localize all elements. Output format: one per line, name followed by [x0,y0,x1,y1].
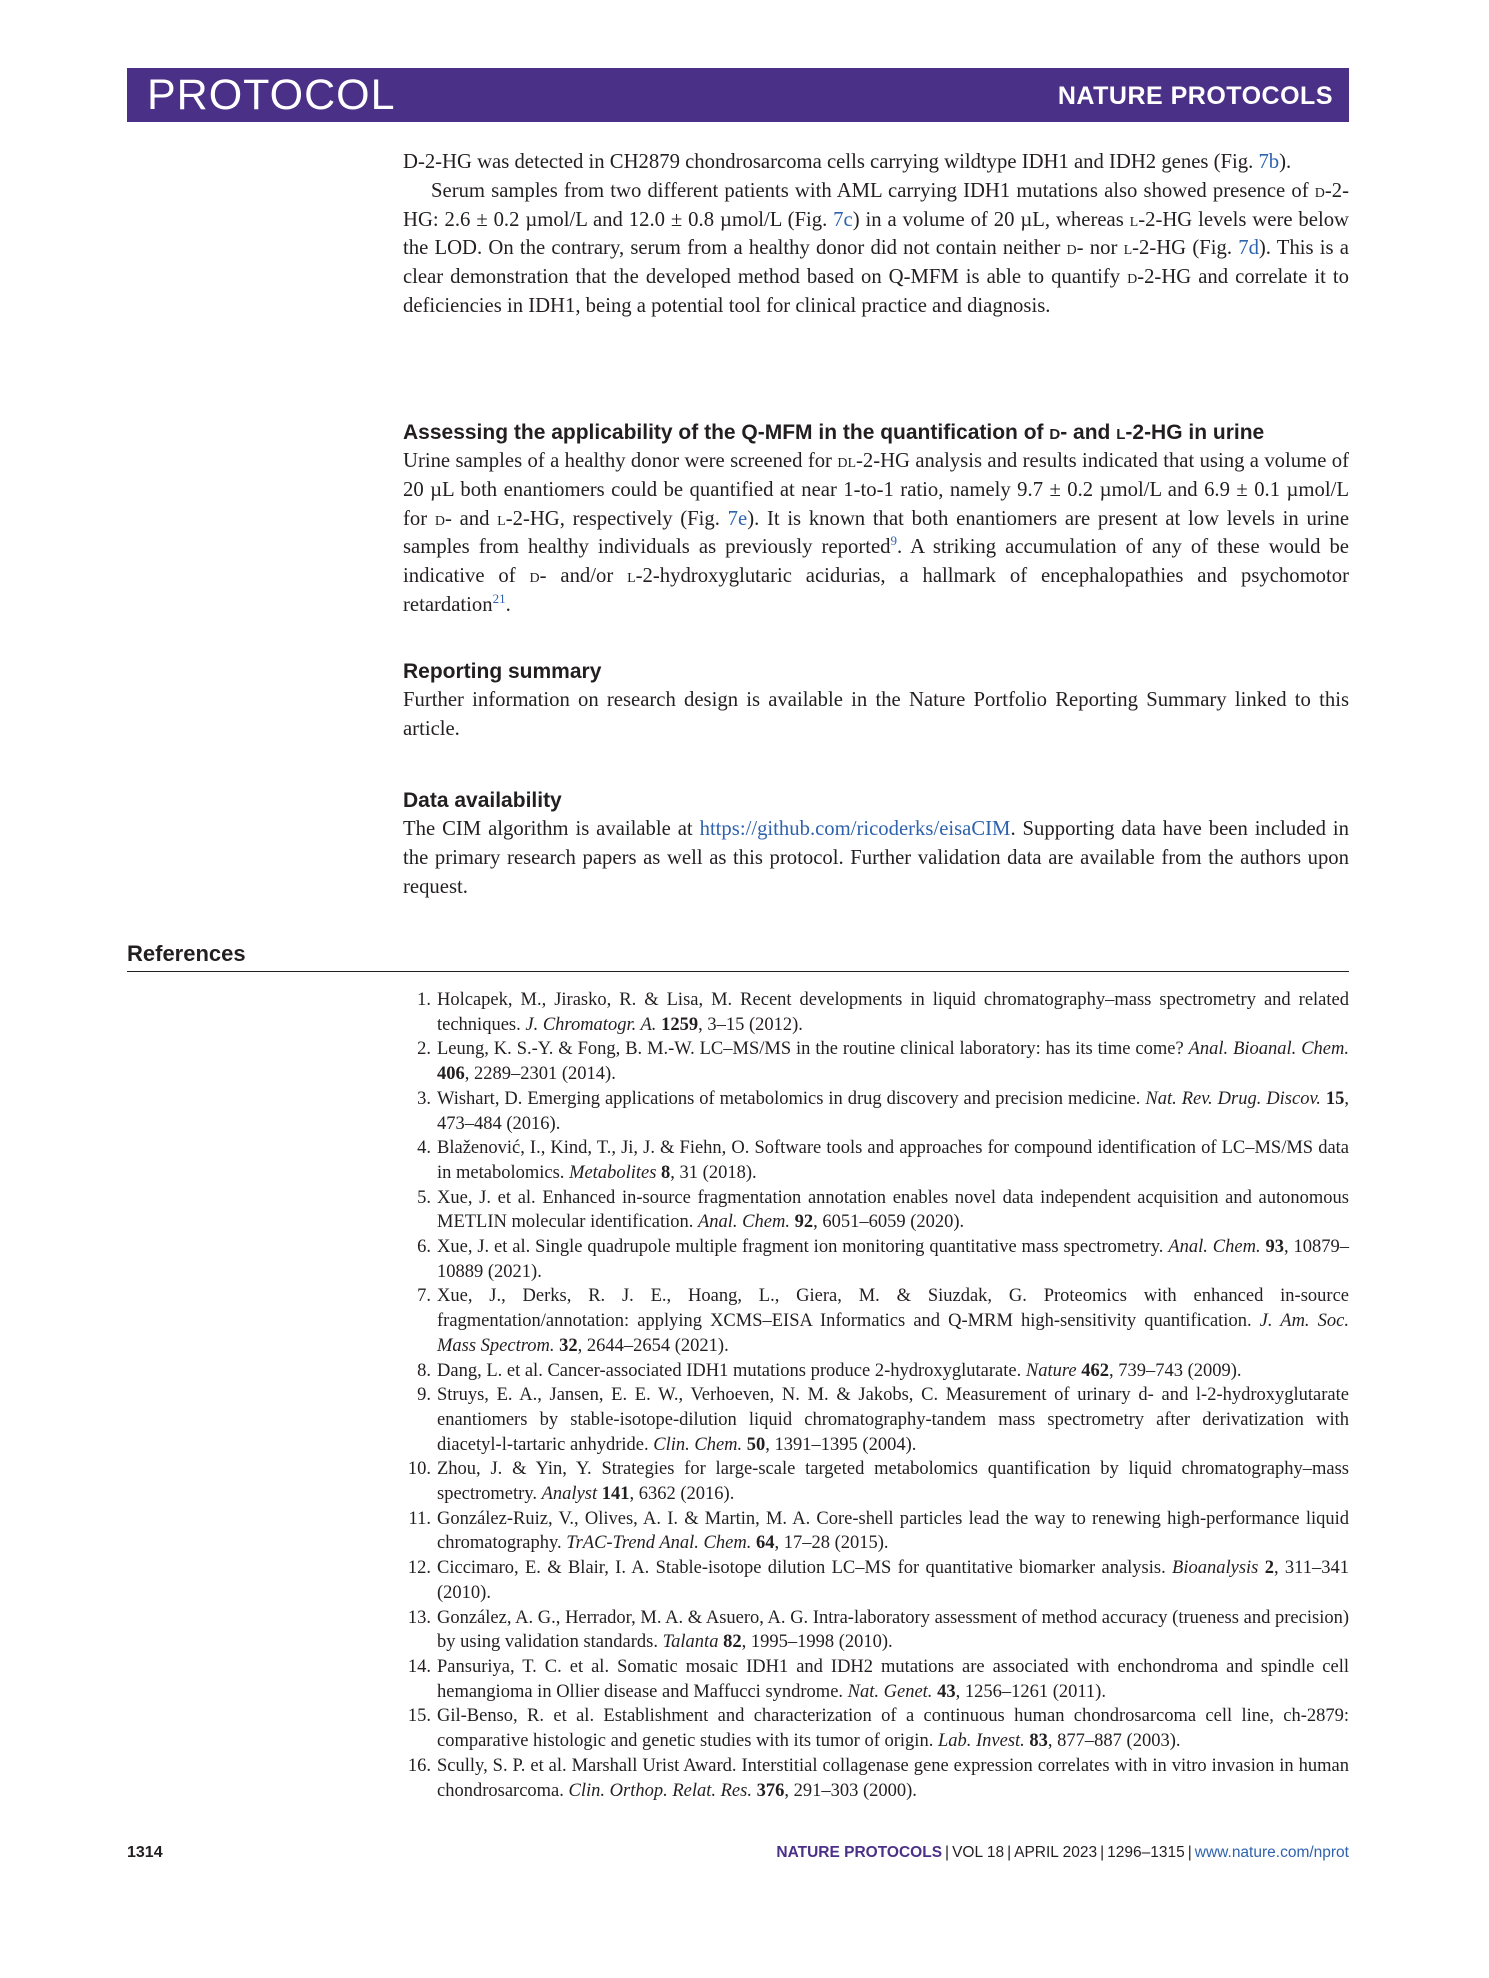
reference-number: 15. [407,1706,431,1727]
reference-journal: J. Am. Soc. Mass Spectrom. [437,1311,1349,1356]
reference-journal: J. Chromatogr. A. [525,1014,657,1035]
references-divider [127,971,1349,972]
reference-item: 8. Dang, L. et al. Cancer-associated IDH1 mutations produce 2-hydroxyglutarate. Nature 462, 739–743 (2009). [403,1359,1349,1384]
reference-volume: 43 [937,1681,956,1702]
reference-item: 11. González-Ruiz, V., Olives, A. I. & Martin, M. A. Core-shell particles lead the way to renewing high-performance liquid chromatography. TrAC-Trend Anal. Chem. 64, 17–28 (2015). [403,1507,1349,1556]
footer-volume: VOL 18 [952,1844,1005,1861]
reference-journal: Analyst [541,1484,598,1505]
reference-volume: 92 [794,1212,814,1233]
reference-number: 4. [417,1138,431,1159]
reference-number: 5. [417,1187,431,1208]
reference-item: 15. Gil-Benso, R. et al. Establishment and characterization of a continuous human chondrosarcoma cell line, ch-2879: comparative histologic and genetic studies with its tumor of origin. Lab. Invest. 83, 877–887 (2003). [403,1704,1349,1753]
reference-journal: Talanta [662,1632,719,1653]
reference-number: 6. [417,1237,431,1258]
reference-journal: Clin. Chem. [653,1434,743,1455]
section-data-availability [403,787,1349,901]
reference-volume: 141 [601,1484,630,1505]
reference-number: 13. [407,1607,431,1628]
footer-url[interactable]: www.nature.com/nprot [1194,1844,1349,1861]
reference-number: 14. [407,1656,431,1677]
paragraph-data: The CIM algorithm is available at https://github.com/ricoderks/eisaCIM. Supporting data have been included in the primary research papers as well as this protocol. Further validation data are available from the authors upon request. [403,818,1349,898]
reference-journal: Anal. Bioanal. Chem. [1188,1039,1349,1060]
reference-journal: Nature [1025,1360,1077,1381]
reference-volume: 83 [1029,1731,1048,1752]
section-heading-urine: Assessing the applicability of the Q-MFM in the quantification of d- and l-2-HG in urine [403,421,1265,444]
reference-item: 5. Xue, J. et al. Enhanced in-source fragmentation annotation enables novel data independent acquisition and autonomous METLIN molecular identification. Anal. Chem. 92, 6051–6059 (2020). [403,1186,1349,1235]
reference-volume: 32 [559,1335,578,1356]
reference-item: 12. Ciccimaro, E. & Blair, I. A. Stable-isotope dilution LC–MS for quantitative biomarker analysis. Bioanalysis 2, 311–341 (2010). [403,1556,1349,1605]
section-urine [403,419,1349,620]
reference-item: 14. Pansuriya, T. C. et al. Somatic mosaic IDH1 and IDH2 mutations are associated with enchondroma and spindle cell hemangioma in Ollier disease and Maffucci syndrome. Nat. Genet. 43, 1256–1261 (2011). [403,1655,1349,1704]
reference-item: 3. Wishart, D. Emerging applications of metabolomics in drug discovery and precision medicine. Nat. Rev. Drug. Discov. 15, 473–484 (2016). [403,1087,1349,1136]
reference-number: 12. [407,1558,431,1579]
reference-journal: Nat. Genet. [847,1681,933,1702]
reference-journal: TrAC-Trend Anal. Chem. [566,1533,752,1554]
reference-volume: 93 [1265,1237,1284,1258]
reference-volume: 82 [723,1632,742,1653]
page-number: 1314 [127,1844,163,1861]
footer-pages: 1296–1315 [1107,1844,1185,1861]
reference-journal: Anal. Chem. [1168,1237,1261,1258]
reference-volume: 376 [756,1780,785,1801]
reference-journal: Anal. Chem. [697,1212,790,1233]
reference-number: 1. [417,990,431,1010]
reference-item: 2. Leung, K. S.-Y. & Fong, B. M.-W. LC–MS/MS in the routine clinical laboratory: has its time come? Anal. Bioanal. Chem. 406, 2289–2301 (2014). [403,1037,1349,1086]
fig-link-7d[interactable]: 7d [1238,237,1259,260]
reference-number: 3. [417,1088,431,1109]
references-heading: References [127,941,246,966]
reference-item: 9. Struys, E. A., Jansen, E. E. W., Verhoeven, N. M. & Jakobs, C. Measurement of urinary d- and l-2-hydroxyglutarate enantiomers by stable-isotope-dilution liquid chromatography-tandem mass spectrometry after derivatization with diacetyl-l-tartaric anhydride. Clin. Chem. 50, 1391–1395 (2004). [403,1383,1349,1457]
reference-item: 1. Holcapek, M., Jirasko, R. & Lisa, M. Recent developments in liquid chromatography–mass spectrometry and related techniques. J. Chromatogr. A. 1259, 3–15 (2012). [403,988,1349,1037]
reference-journal: Nat. Rev. Drug. Discov. [1145,1088,1321,1109]
footer-date: APRIL 2023 [1014,1844,1098,1861]
reference-volume: 2 [1264,1558,1274,1579]
paragraph-reporting: Further information on research design is available in the Nature Portfolio Reporting Summary linked to this article. [403,689,1349,740]
section-heading-reporting: Reporting summary [403,660,602,683]
fig-link-7c[interactable]: 7c [833,208,853,231]
citation-link-9[interactable]: 9 [890,533,897,549]
section-heading-data: Data availability [403,789,562,812]
paragraph-serum: Serum samples from two different patients with AML carrying IDH1 mutations also showed presence of d-2-HG: 2.6 ± 0.2 µmol/L and 12.0 ± 0.8 µmol/L (Fig. 7c) in a volume of 20 µL, whereas l-2-HG levels were below the LOD. On the contrary, serum from a healthy donor did not contain neither d- nor l-2-HG (Fig. 7d). This is a clear demonstration that the developed method based on Q-MFM is able to quantify d-2-HG and correlate it to deficiencies in IDH1, being a potential tool for clinical practice and diagnosis. [403,179,1349,317]
reference-number: 8. [417,1360,431,1381]
reference-volume: 15 [1325,1088,1345,1109]
reference-journal: Metabolites [569,1162,657,1183]
reference-journal: Lab. Invest. [937,1731,1025,1752]
github-link[interactable]: https://github.com/ricoderks/eisaCIM [699,818,1011,840]
reference-journal: Clin. Orthop. Relat. Res. [568,1780,752,1801]
reference-item: 7. Xue, J., Derks, R. J. E., Hoang, L., Giera, M. & Siuzdak, G. Proteomics with enhanced in-source fragmentation/annotation: applying XCMS–EISA Informatics and Q-MRM high-sensitivity quantification. J. Am. Soc. Mass Spectrom. 32, 2644–2654 (2021). [403,1284,1349,1358]
paragraph-cell-lines: D-2-HG was detected in CH2879 chondrosarcoma cells carrying wildtype IDH1 and IDH2 genes (Fig. 7b). [403,151,1292,173]
reference-item: 13. González, A. G., Herrador, M. A. & Asuero, A. G. Intra-laboratory assessment of method accuracy (trueness and precision) by using validation standards. Talanta 82, 1995–1998 (2010). [403,1606,1349,1655]
journal-name: NATURE PROTOCOLS [1057,82,1333,110]
body-text [403,148,1349,321]
reference-number: 7. [417,1286,431,1307]
header-bar [127,68,1349,122]
reference-volume: 1259 [661,1014,699,1035]
reference-volume: 462 [1081,1360,1109,1381]
section-reporting [403,658,1349,744]
fig-link-7e[interactable]: 7e [727,507,748,530]
reference-item: 16. Scully, S. P. et al. Marshall Urist Award. Interstitial collagenase gene expression correlates with in vitro invasion in human chondrosarcoma. Clin. Orthop. Relat. Res. 376, 291–303 (2000). [403,1754,1349,1803]
reference-number: 11. [408,1508,431,1529]
reference-number: 9. [417,1385,431,1406]
reference-list [403,988,1349,1803]
reference-item: 4. Blaženović, I., Kind, T., Ji, J. & Fiehn, O. Software tools and approaches for compound identification of LC–MS/MS data in metabolomics. Metabolites 8, 31 (2018). [403,1136,1349,1185]
paragraph-urine: Urine samples of a healthy donor were screened for dl-2-HG analysis and results indicated that using a volume of 20 µL both enantiomers could be quantified at near 1-to-1 ratio, namely 9.7 ± 0.2 µmol/L and 6.9 ± 0.1 µmol/L for d- and l-2-HG, respectively (Fig. 7e). It is known that both enantiomers are present at low levels in urine samples from healthy individuals as previously reported$^9$. A striking accumulation of any of these would be indicative of d- and/or l-2-hydroxyglutaric acidurias, a hallmark of encephalopathies and psychomotor retardation$^{21}$. [403,450,1349,616]
reference-volume: 8 [661,1162,671,1183]
reference-item: 10. Zhou, J. & Yin, Y. Strategies for large-scale targeted metabolomics quantification by liquid chromatography–mass spectrometry. Analyst 141, 6362 (2016). [403,1457,1349,1506]
section-label: PROTOCOL [147,71,396,119]
reference-number: 16. [407,1755,431,1776]
fig-link-7b[interactable]: 7b [1258,151,1280,173]
reference-volume: 50 [746,1434,766,1455]
reference-journal: Bioanalysis [1172,1558,1259,1579]
citation-link-21[interactable]: 21 [492,590,506,606]
reference-volume: 64 [755,1533,775,1554]
footer-journal: NATURE PROTOCOLS [776,1844,943,1861]
reference-item: 6. Xue, J. et al. Single quadrupole multiple fragment ion monitoring quantitative mass spectrometry. Anal. Chem. 93, 10879–10889 (2021). [403,1235,1349,1284]
footer-citation: NATURE PROTOCOLS | VOL 18 | APRIL 2023 | 1296–1315 | www.nature.com/nprot [776,1844,1349,1861]
reference-volume: 406 [437,1064,465,1085]
reference-number: 10. [407,1459,431,1480]
reference-number: 2. [417,1039,431,1060]
